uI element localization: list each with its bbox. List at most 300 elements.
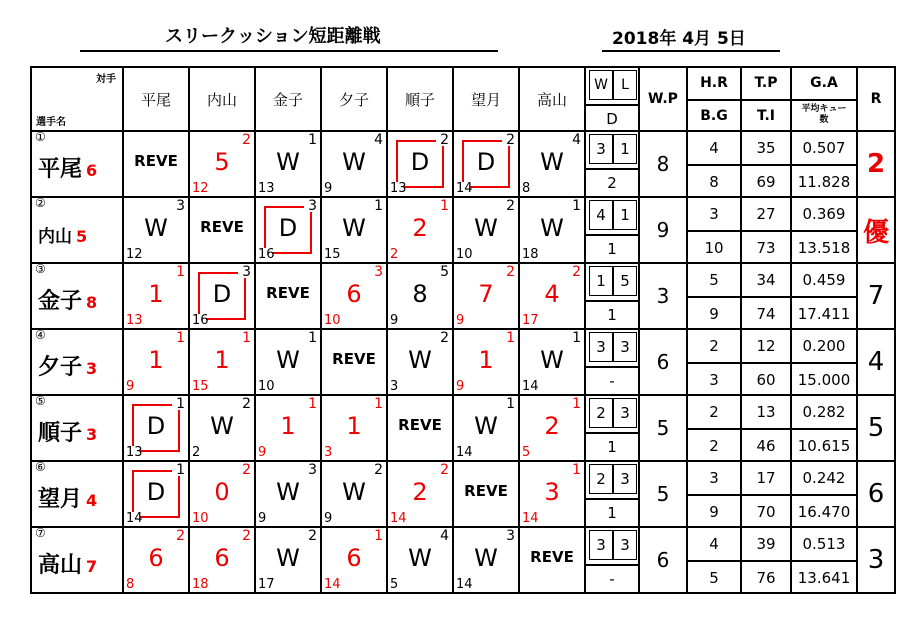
match-score: 13 xyxy=(258,181,275,196)
player-name xyxy=(38,222,87,247)
player-position: ② xyxy=(35,197,46,210)
match-result: W xyxy=(276,544,300,572)
match-result: W xyxy=(540,214,564,242)
total-points: 35 xyxy=(742,132,790,166)
high-run: 2 xyxy=(688,330,740,364)
best-game: 3 xyxy=(709,371,719,389)
player-name-text: 金子 xyxy=(38,289,83,314)
match-innings: 2 xyxy=(242,132,251,148)
player-row xyxy=(31,527,895,593)
total-points: 34 xyxy=(742,264,790,298)
player-name-text: 高山 xyxy=(38,553,83,578)
player-handicap: 8 xyxy=(86,293,98,312)
match-result: 1 xyxy=(346,412,362,440)
match-cell xyxy=(123,527,189,593)
high-run: 4 xyxy=(688,132,740,166)
match-innings: 1 xyxy=(176,330,185,346)
stat-pair-cell xyxy=(687,461,741,527)
col-header: 金子 xyxy=(255,67,321,131)
stat-pair-cell xyxy=(791,131,857,197)
match-innings: 1 xyxy=(374,198,383,214)
total-points: 17 xyxy=(742,462,790,496)
total-innings: 69 xyxy=(756,173,776,191)
match-cell xyxy=(189,395,255,461)
win-points: 5 xyxy=(639,461,687,527)
ga-label: G.A xyxy=(792,68,856,101)
wl-cell xyxy=(585,329,639,395)
match-innings: 1 xyxy=(572,330,581,346)
match-result: W xyxy=(276,346,300,374)
wl-cell xyxy=(585,395,639,461)
draws: - xyxy=(586,366,638,394)
match-cell xyxy=(321,527,387,593)
match-cell xyxy=(387,197,453,263)
match-result: D xyxy=(278,214,298,242)
match-cell xyxy=(453,197,519,263)
match-innings: 2 xyxy=(506,132,515,148)
player-name-cell xyxy=(31,329,123,395)
stat-pair-cell xyxy=(741,329,791,395)
match-score: 16 xyxy=(192,313,209,328)
player-row xyxy=(31,131,895,197)
match-score: 14 xyxy=(126,511,143,526)
match-innings: 3 xyxy=(242,264,251,280)
match-innings: 2 xyxy=(506,198,515,214)
match-result: W xyxy=(342,214,366,242)
match-score: 10 xyxy=(456,247,473,262)
losses: 3 xyxy=(613,464,637,494)
wl-header xyxy=(585,67,639,131)
match-cell xyxy=(387,131,453,197)
match-result: W xyxy=(474,412,498,440)
match-innings: 4 xyxy=(572,132,581,148)
player-name xyxy=(38,350,97,381)
player-name xyxy=(38,548,97,579)
match-innings: 1 xyxy=(374,396,383,412)
match-innings: 1 xyxy=(374,528,383,544)
reve-label: REVE xyxy=(266,284,310,302)
match-cell xyxy=(123,197,189,263)
l-header: L xyxy=(613,70,637,100)
match-score: 9 xyxy=(126,379,135,394)
stat-pair-cell xyxy=(791,461,857,527)
match-score: 9 xyxy=(324,511,333,526)
stat-pair-cell xyxy=(791,329,857,395)
match-innings: 1 xyxy=(176,264,185,280)
losses: 3 xyxy=(613,332,637,362)
match-innings: 3 xyxy=(374,264,383,280)
match-score: 5 xyxy=(390,577,399,592)
match-innings: 1 xyxy=(440,198,449,214)
player-handicap: 3 xyxy=(86,425,98,444)
losses: 5 xyxy=(613,266,637,296)
match-result: D xyxy=(212,280,232,308)
stat-pair-cell xyxy=(741,131,791,197)
wl-cell xyxy=(585,461,639,527)
wins: 3 xyxy=(589,530,613,560)
match-result: 8 xyxy=(412,280,428,308)
total-innings: 70 xyxy=(756,503,776,521)
losses: 1 xyxy=(613,200,637,230)
wl-top xyxy=(586,462,638,496)
match-cell xyxy=(519,461,585,527)
win-points: 5 xyxy=(639,395,687,461)
match-cell xyxy=(519,329,585,395)
best-game: 5 xyxy=(709,569,719,587)
wl-top xyxy=(586,396,638,430)
tp-header: T.P xyxy=(742,68,790,101)
match-result: D xyxy=(476,148,496,176)
match-cell xyxy=(255,131,321,197)
match-cell xyxy=(321,395,387,461)
ga-header xyxy=(791,67,857,131)
total-innings: 73 xyxy=(756,239,776,257)
stat-pair-cell xyxy=(791,527,857,593)
match-result: D xyxy=(146,412,166,440)
col-header: 平尾 xyxy=(123,67,189,131)
stat-pair-cell xyxy=(791,395,857,461)
match-innings: 2 xyxy=(440,330,449,346)
match-score: 17 xyxy=(522,313,539,328)
stat-pair-cell xyxy=(741,395,791,461)
player-name-text: 夕子 xyxy=(38,355,83,380)
match-cell xyxy=(255,395,321,461)
rank: 優 xyxy=(857,197,895,263)
match-score: 10 xyxy=(192,511,209,526)
player-position: ③ xyxy=(35,263,46,276)
wl-top xyxy=(586,264,638,298)
losses: 3 xyxy=(613,398,637,428)
match-result: 6 xyxy=(214,544,230,572)
player-name-cell xyxy=(31,131,123,197)
ga-sub-label: 平均キュー数 xyxy=(801,104,847,125)
match-result: W xyxy=(276,478,300,506)
player-name xyxy=(38,284,97,315)
reve-label: REVE xyxy=(464,482,508,500)
match-cell xyxy=(519,263,585,329)
match-result: 2 xyxy=(412,214,428,242)
reve-label: REVE xyxy=(200,218,244,236)
player-row xyxy=(31,395,895,461)
match-score: 14 xyxy=(522,379,539,394)
average-cues: 17.411 xyxy=(797,305,851,323)
date: 2018年 4月 5日 xyxy=(612,29,746,49)
wl-top xyxy=(586,330,638,364)
wl-top xyxy=(586,528,638,562)
opponent-label: 対手 xyxy=(96,74,116,85)
wins: 3 xyxy=(589,134,613,164)
match-cell xyxy=(123,263,189,329)
match-result: W xyxy=(210,412,234,440)
match-innings: 1 xyxy=(308,330,317,346)
match-score: 5 xyxy=(522,445,531,460)
col-header: 望月 xyxy=(453,67,519,131)
w-header: W xyxy=(589,70,613,100)
match-cell xyxy=(123,461,189,527)
stat-pair-cell xyxy=(741,527,791,593)
match-result: W xyxy=(144,214,168,242)
player-name xyxy=(38,152,97,183)
player-row xyxy=(31,263,895,329)
match-innings: 2 xyxy=(242,528,251,544)
high-run: 4 xyxy=(688,528,740,562)
draws: 1 xyxy=(586,234,638,262)
match-score: 16 xyxy=(258,247,275,262)
match-cell xyxy=(321,197,387,263)
match-score: 9 xyxy=(456,313,465,328)
col-header: 高山 xyxy=(519,67,585,131)
r-header: R xyxy=(857,67,895,131)
col-header: 夕子 xyxy=(321,67,387,131)
wl-top xyxy=(586,198,638,232)
player-name-cell xyxy=(31,263,123,329)
rank: 3 xyxy=(857,527,895,593)
match-score: 9 xyxy=(258,511,267,526)
match-innings: 1 xyxy=(506,396,515,412)
match-cell xyxy=(453,395,519,461)
rank: 6 xyxy=(857,461,895,527)
general-average: 0.513 xyxy=(792,528,856,562)
player-position: ① xyxy=(35,131,46,144)
match-cell xyxy=(453,131,519,197)
rank: 5 xyxy=(857,395,895,461)
general-average: 0.459 xyxy=(792,264,856,298)
match-cell xyxy=(321,329,387,395)
match-cell xyxy=(189,329,255,395)
stat-pair-cell xyxy=(741,197,791,263)
match-innings: 2 xyxy=(374,462,383,478)
win-points: 3 xyxy=(639,263,687,329)
match-score: 9 xyxy=(390,313,399,328)
match-score: 3 xyxy=(390,379,399,394)
match-cell xyxy=(255,263,321,329)
match-score: 14 xyxy=(522,511,539,526)
player-position: ⑦ xyxy=(35,527,46,540)
wl-cell xyxy=(585,131,639,197)
match-score: 15 xyxy=(192,379,209,394)
win-points: 8 xyxy=(639,131,687,197)
d-header: D xyxy=(586,104,638,130)
player-row xyxy=(31,461,895,527)
player-name-cell xyxy=(31,461,123,527)
reve-label: REVE xyxy=(134,152,178,170)
match-score: 8 xyxy=(126,577,135,592)
match-innings: 5 xyxy=(440,264,449,280)
losses: 3 xyxy=(613,530,637,560)
player-name-text: 内山 xyxy=(38,227,72,247)
match-innings: 3 xyxy=(308,462,317,478)
player-row xyxy=(31,197,895,263)
match-cell xyxy=(189,527,255,593)
general-average: 0.242 xyxy=(792,462,856,496)
match-cell xyxy=(255,197,321,263)
match-innings: 4 xyxy=(374,132,383,148)
corner-header xyxy=(31,67,123,131)
match-result: 5 xyxy=(214,148,230,176)
total-points: 27 xyxy=(742,198,790,232)
match-result: 3 xyxy=(544,478,560,506)
draws: 1 xyxy=(586,300,638,328)
average-cues: 16.470 xyxy=(797,503,851,521)
match-score: 14 xyxy=(390,511,407,526)
match-innings: 1 xyxy=(572,462,581,478)
match-cell xyxy=(387,329,453,395)
wins: 4 xyxy=(589,200,613,230)
match-innings: 2 xyxy=(506,264,515,280)
results-table xyxy=(30,66,896,594)
match-cell xyxy=(255,461,321,527)
wins: 2 xyxy=(589,464,613,494)
match-innings: 2 xyxy=(176,528,185,544)
rank: 2 xyxy=(857,131,895,197)
high-run: 5 xyxy=(688,264,740,298)
match-score: 14 xyxy=(456,445,473,460)
best-game: 2 xyxy=(709,437,719,455)
match-score: 12 xyxy=(126,247,143,262)
player-name-cell xyxy=(31,395,123,461)
average-cues: 15.000 xyxy=(797,371,851,389)
match-result: 6 xyxy=(346,280,362,308)
match-innings: 1 xyxy=(506,330,515,346)
total-innings: 74 xyxy=(756,305,776,323)
player-handicap: 5 xyxy=(76,227,88,246)
win-points: 9 xyxy=(639,197,687,263)
page-title: スリークッション短距離戦 xyxy=(165,26,381,47)
match-cell xyxy=(453,263,519,329)
match-cell xyxy=(321,461,387,527)
general-average: 0.200 xyxy=(792,330,856,364)
match-result: 2 xyxy=(412,478,428,506)
match-score: 3 xyxy=(324,445,333,460)
match-cell xyxy=(453,527,519,593)
player-handicap: 3 xyxy=(86,359,98,378)
match-result: W xyxy=(540,346,564,374)
wl-cell xyxy=(585,527,639,593)
win-points: 6 xyxy=(639,527,687,593)
match-cell xyxy=(387,527,453,593)
player-name xyxy=(38,482,97,513)
total-innings: 60 xyxy=(756,371,776,389)
high-run: 3 xyxy=(688,198,740,232)
best-game: 9 xyxy=(709,305,719,323)
match-score: 13 xyxy=(126,313,143,328)
match-cell xyxy=(189,197,255,263)
best-game: 8 xyxy=(709,173,719,191)
losses: 1 xyxy=(613,134,637,164)
match-score: 9 xyxy=(258,445,267,460)
match-result: 1 xyxy=(214,346,230,374)
hr-bg-header xyxy=(687,67,741,131)
match-innings: 2 xyxy=(440,132,449,148)
total-points: 39 xyxy=(742,528,790,562)
stat-pair-cell xyxy=(791,197,857,263)
stat-pair-cell xyxy=(687,329,741,395)
player-name-label: 選手名 xyxy=(36,117,66,128)
match-score: 18 xyxy=(522,247,539,262)
match-score: 9 xyxy=(324,181,333,196)
draws: 1 xyxy=(586,498,638,526)
match-cell xyxy=(387,395,453,461)
player-name-cell xyxy=(31,197,123,263)
general-average: 0.282 xyxy=(792,396,856,430)
match-result: D xyxy=(146,478,166,506)
date-underline xyxy=(602,50,780,52)
ti-header: T.I xyxy=(757,108,775,124)
match-cell xyxy=(123,329,189,395)
best-game: 10 xyxy=(704,239,724,257)
match-cell xyxy=(519,131,585,197)
win-points: 6 xyxy=(639,329,687,395)
match-cell xyxy=(255,527,321,593)
stat-pair-cell xyxy=(791,263,857,329)
match-cell xyxy=(255,329,321,395)
total-points: 13 xyxy=(742,396,790,430)
player-handicap: 4 xyxy=(86,491,98,510)
match-result: 1 xyxy=(148,280,164,308)
average-cues: 10.615 xyxy=(797,437,851,455)
average-cues: 13.518 xyxy=(797,239,851,257)
player-row xyxy=(31,329,895,395)
match-innings: 1 xyxy=(242,330,251,346)
match-result: 7 xyxy=(478,280,494,308)
match-score: 13 xyxy=(126,445,143,460)
match-innings: 3 xyxy=(308,198,317,214)
wins: 1 xyxy=(589,266,613,296)
match-result: 6 xyxy=(148,544,164,572)
match-score: 18 xyxy=(192,577,209,592)
match-score: 14 xyxy=(324,577,341,592)
match-innings: 1 xyxy=(572,198,581,214)
match-score: 10 xyxy=(324,313,341,328)
match-score: 9 xyxy=(456,379,465,394)
match-innings: 2 xyxy=(308,528,317,544)
tp-ti-header xyxy=(741,67,791,131)
match-innings: 1 xyxy=(308,396,317,412)
rank: 4 xyxy=(857,329,895,395)
match-result: 4 xyxy=(544,280,560,308)
high-run: 2 xyxy=(688,396,740,430)
draws: 1 xyxy=(586,432,638,460)
match-result: W xyxy=(408,544,432,572)
match-cell xyxy=(453,329,519,395)
total-innings: 76 xyxy=(756,569,776,587)
match-innings: 1 xyxy=(176,462,185,478)
general-average: 0.507 xyxy=(792,132,856,166)
match-result: W xyxy=(342,478,366,506)
match-result: W xyxy=(408,346,432,374)
match-score: 15 xyxy=(324,247,341,262)
match-score: 8 xyxy=(522,181,531,196)
stat-pair-cell xyxy=(687,131,741,197)
match-innings: 4 xyxy=(440,528,449,544)
wl-top xyxy=(586,132,638,166)
match-innings: 1 xyxy=(572,396,581,412)
player-position: ④ xyxy=(35,329,46,342)
stat-pair-cell xyxy=(687,395,741,461)
player-name-text: 順子 xyxy=(38,421,83,446)
match-result: W xyxy=(540,148,564,176)
match-cell xyxy=(321,131,387,197)
match-cell xyxy=(321,263,387,329)
match-result: W xyxy=(276,148,300,176)
match-score: 12 xyxy=(192,181,209,196)
match-cell xyxy=(519,527,585,593)
match-score: 2 xyxy=(192,445,201,460)
header-row xyxy=(31,67,895,131)
player-name-cell xyxy=(31,527,123,593)
title-underline xyxy=(80,50,498,52)
match-score: 14 xyxy=(456,577,473,592)
